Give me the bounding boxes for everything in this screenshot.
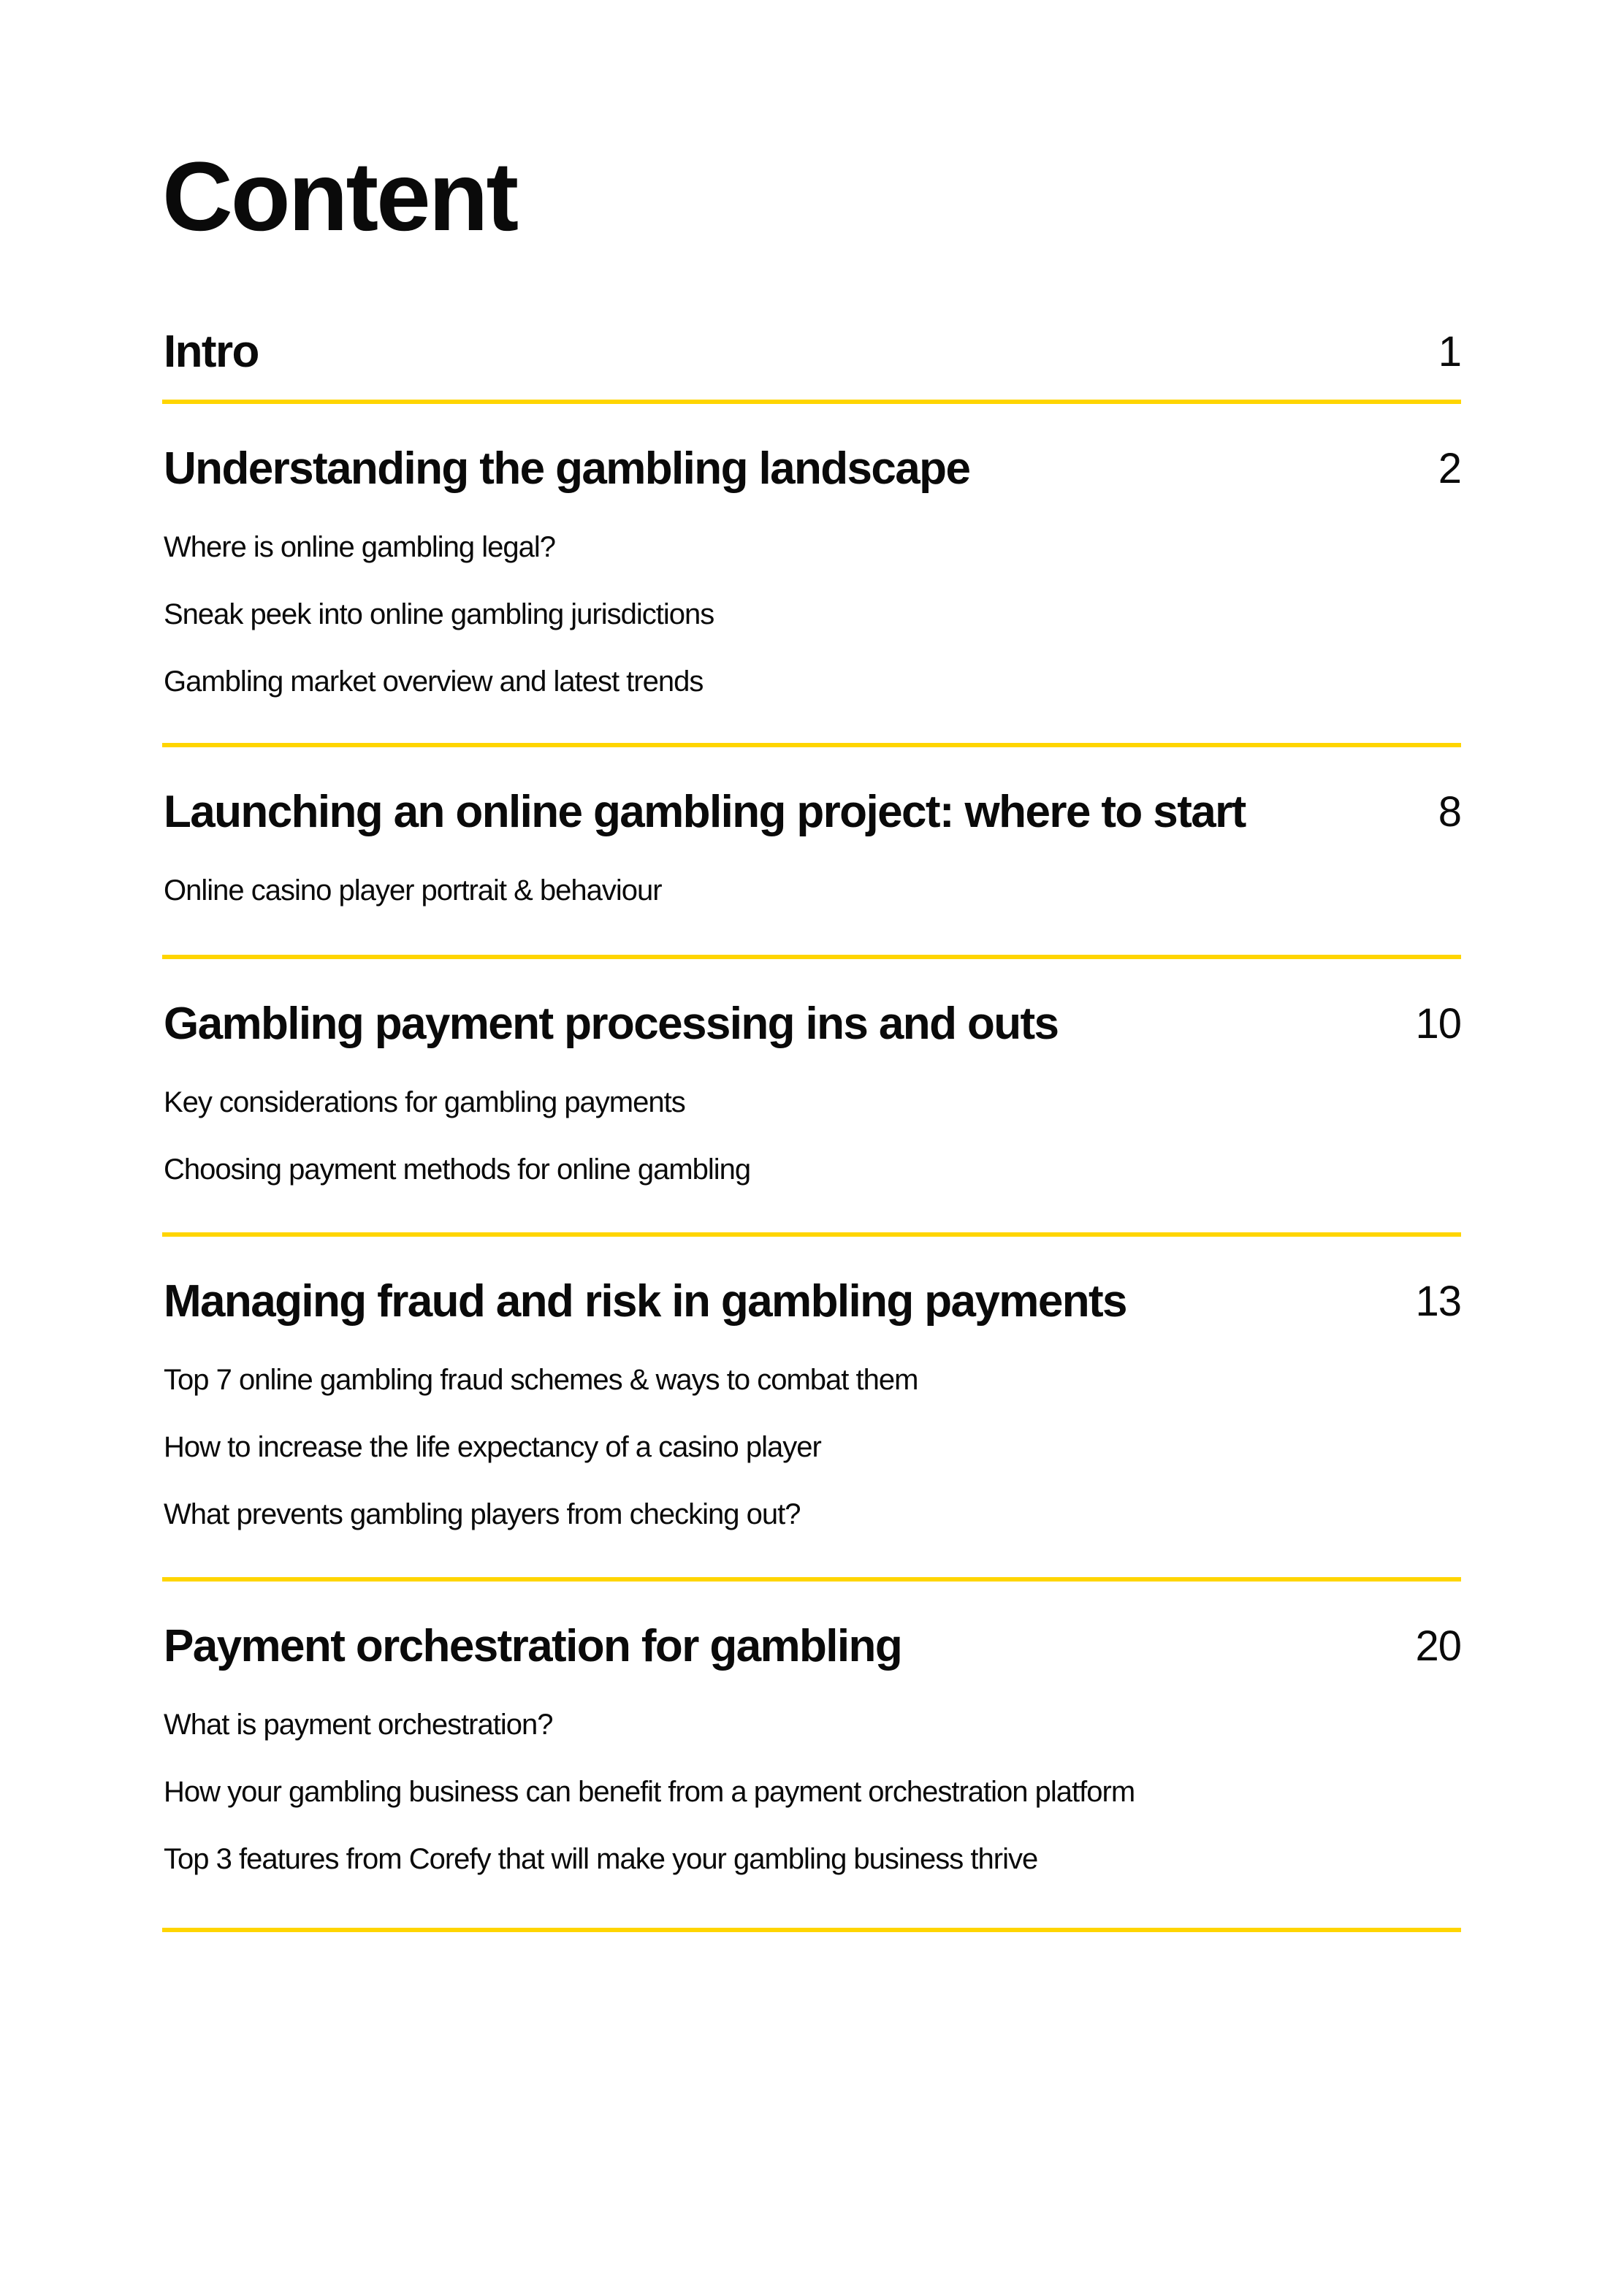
toc-subitem[interactable]: Sneak peek into online gambling jurisdictions (164, 598, 714, 630)
divider (162, 955, 1461, 959)
toc-subitem[interactable]: Online casino player portrait & behaviour (164, 874, 662, 907)
toc-subitem[interactable]: Where is online gambling legal? (164, 531, 555, 563)
toc-subitem[interactable]: Key considerations for gambling payments (164, 1086, 685, 1118)
toc-subitem[interactable]: Gambling market overview and latest trends (164, 665, 704, 698)
section-heading[interactable]: Understanding the gambling landscape (164, 443, 970, 494)
divider (162, 1577, 1461, 1582)
section-heading[interactable]: Gambling payment processing ins and outs (164, 999, 1059, 1049)
section-heading[interactable]: Payment orchestration for gambling (164, 1621, 902, 1671)
divider (162, 400, 1461, 404)
divider (162, 1232, 1461, 1237)
toc-entry-intro[interactable] (164, 323, 1461, 381)
toc-subitem[interactable]: Top 3 features from Corefy that will make your gambling business thrive (164, 1843, 1038, 1875)
page-number: 2 (1438, 445, 1461, 492)
toc-section-understanding-landscape (164, 440, 1461, 732)
toc-section-fraud-risk (164, 1273, 1461, 1565)
divider (162, 743, 1461, 747)
toc-subitem[interactable]: What is payment orchestration? (164, 1709, 553, 1741)
page-number: 10 (1415, 1000, 1461, 1048)
toc-subitem[interactable]: What prevents gambling players from checking out? (164, 1498, 801, 1530)
toc-subitem[interactable]: How to increase the life expectancy of a casino player (164, 1431, 821, 1463)
toc-section-payment-orchestration (164, 1617, 1461, 1909)
divider (162, 1928, 1461, 1932)
page-number: 1 (1438, 328, 1461, 375)
section-heading[interactable]: Intro (164, 327, 259, 377)
page-number: 20 (1415, 1622, 1461, 1670)
section-heading[interactable]: Managing fraud and risk in gambling payments (164, 1276, 1126, 1327)
page-number: 8 (1438, 788, 1461, 836)
section-heading[interactable]: Launching an online gambling project: where to start (164, 787, 1246, 837)
toc-subitem[interactable]: Top 7 online gambling fraud schemes & ways to combat them (164, 1364, 918, 1396)
toc-subitem[interactable]: Choosing payment methods for online gambling (164, 1153, 751, 1186)
toc-section-payment-processing (164, 995, 1461, 1214)
page-title: Content (162, 142, 517, 251)
toc-section-launching-project (164, 783, 1461, 929)
toc-subitem[interactable]: How your gambling business can benefit from a payment orchestration platform (164, 1776, 1135, 1808)
page-number: 13 (1415, 1278, 1461, 1325)
